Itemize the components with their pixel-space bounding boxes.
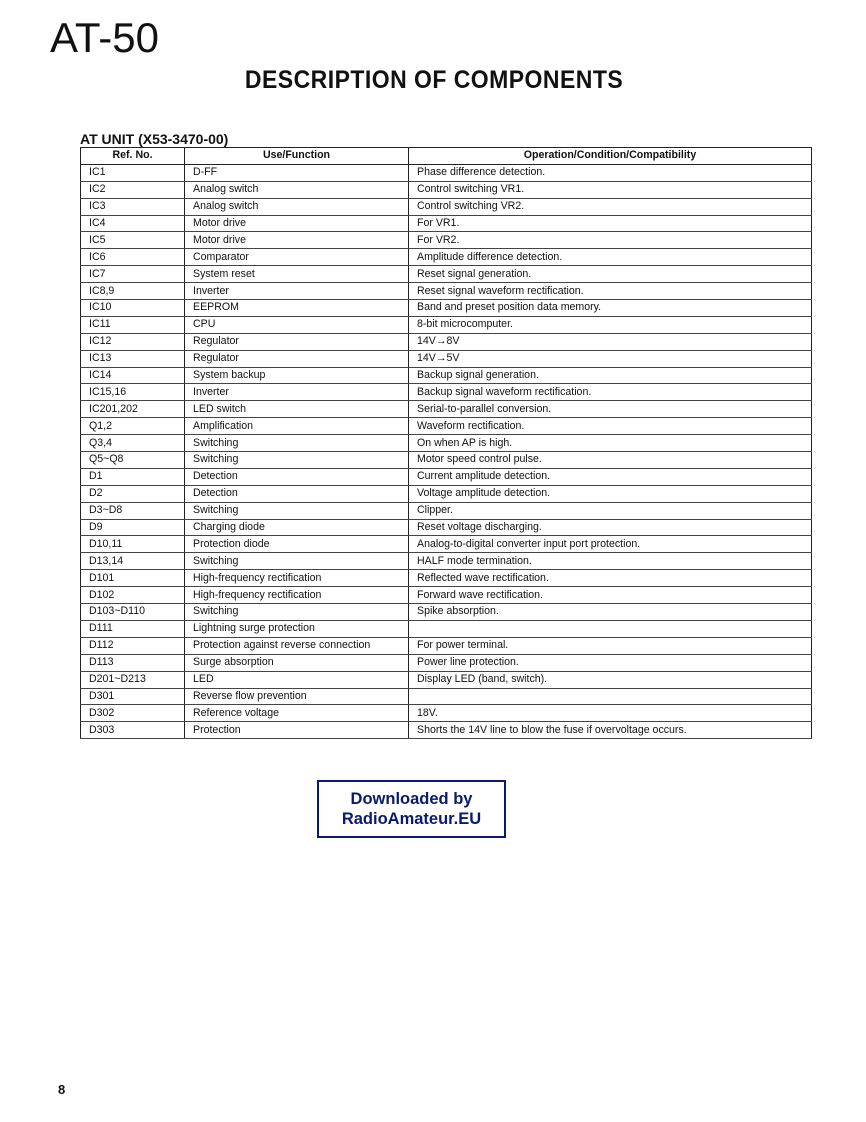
cell-use-function: System reset (185, 266, 409, 283)
cell-operation: Forward wave rectification. (409, 587, 812, 604)
table-row (81, 384, 812, 401)
cell-use-function: Reference voltage (185, 705, 409, 722)
cell-ref-no: D101 (81, 570, 185, 587)
cell-operation: Serial-to-parallel conversion. (409, 401, 812, 418)
cell-operation: Backup signal waveform rectification. (409, 384, 812, 401)
cell-operation: Motor speed control pulse. (409, 452, 812, 469)
cell-ref-no: D113 (81, 654, 185, 671)
cell-operation: Band and preset position data memory. (409, 300, 812, 317)
cell-operation: Analog-to-digital converter input port protection. (409, 536, 812, 553)
cell-operation: For VR2. (409, 232, 812, 249)
table-row (81, 283, 812, 300)
cell-use-function: Switching (185, 553, 409, 570)
table-row (81, 418, 812, 435)
table-row (81, 452, 812, 469)
section-heading: AT UNIT (X53-3470-00) (80, 131, 229, 147)
column-header-operation: Operation/Condition/Compatibility (409, 148, 812, 165)
cell-ref-no: D302 (81, 705, 185, 722)
cell-ref-no: IC6 (81, 249, 185, 266)
table-row (81, 249, 812, 266)
cell-use-function: Switching (185, 604, 409, 621)
table-row (81, 215, 812, 232)
cell-operation: 14V→5V (409, 350, 812, 367)
cell-ref-no: D102 (81, 587, 185, 604)
cell-ref-no: Q5~Q8 (81, 452, 185, 469)
table-row (81, 181, 812, 198)
cell-operation: 8-bit microcomputer. (409, 316, 812, 333)
cell-operation: Current amplitude detection. (409, 468, 812, 485)
cell-operation: Power line protection. (409, 654, 812, 671)
cell-operation: Control switching VR2. (409, 198, 812, 215)
cell-use-function: Detection (185, 485, 409, 502)
cell-ref-no: D10,11 (81, 536, 185, 553)
table-row (81, 671, 812, 688)
cell-operation: For power terminal. (409, 637, 812, 654)
cell-ref-no: D9 (81, 519, 185, 536)
table-row (81, 604, 812, 621)
cell-use-function: Charging diode (185, 519, 409, 536)
cell-ref-no: Q3,4 (81, 435, 185, 452)
cell-ref-no: D111 (81, 620, 185, 637)
cell-operation: 18V. (409, 705, 812, 722)
cell-operation: Spike absorption. (409, 604, 812, 621)
cell-operation: Control switching VR1. (409, 181, 812, 198)
cell-operation: For VR1. (409, 215, 812, 232)
cell-use-function: Regulator (185, 350, 409, 367)
cell-operation: On when AP is high. (409, 435, 812, 452)
stamp-line-1: Downloaded by (350, 790, 473, 808)
cell-ref-no: D201~D213 (81, 671, 185, 688)
table-row (81, 553, 812, 570)
table-row (81, 300, 812, 317)
cell-operation: 14V→8V (409, 333, 812, 350)
cell-ref-no: D13,14 (81, 553, 185, 570)
cell-use-function: Inverter (185, 384, 409, 401)
cell-use-function: D-FF (185, 164, 409, 181)
download-stamp (317, 780, 506, 838)
cell-ref-no: IC2 (81, 181, 185, 198)
cell-use-function: Analog switch (185, 181, 409, 198)
table-row (81, 654, 812, 671)
cell-operation: Clipper. (409, 502, 812, 519)
table-row (81, 536, 812, 553)
table-row (81, 570, 812, 587)
cell-ref-no: IC7 (81, 266, 185, 283)
cell-use-function: System backup (185, 367, 409, 384)
table-row (81, 333, 812, 350)
cell-ref-no: IC4 (81, 215, 185, 232)
cell-use-function: LED (185, 671, 409, 688)
cell-operation: Reset signal waveform rectification. (409, 283, 812, 300)
stamp-line-2: RadioAmateur.EU (341, 810, 482, 828)
cell-ref-no: D103~D110 (81, 604, 185, 621)
cell-ref-no: IC13 (81, 350, 185, 367)
column-header-ref-no: Ref. No. (81, 148, 185, 165)
table-row (81, 164, 812, 181)
table-row (81, 468, 812, 485)
cell-ref-no: Q1,2 (81, 418, 185, 435)
cell-ref-no: D112 (81, 637, 185, 654)
components-table (80, 147, 812, 739)
cell-use-function: Analog switch (185, 198, 409, 215)
cell-ref-no: IC12 (81, 333, 185, 350)
cell-operation: Reset signal generation. (409, 266, 812, 283)
cell-use-function: LED switch (185, 401, 409, 418)
cell-ref-no: IC201,202 (81, 401, 185, 418)
table-row (81, 705, 812, 722)
cell-operation: Voltage amplitude detection. (409, 485, 812, 502)
cell-ref-no: IC14 (81, 367, 185, 384)
table-row (81, 401, 812, 418)
cell-ref-no: IC11 (81, 316, 185, 333)
cell-use-function: Switching (185, 502, 409, 519)
column-header-use-function: Use/Function (185, 148, 409, 165)
cell-use-function: Regulator (185, 333, 409, 350)
cell-ref-no: IC15,16 (81, 384, 185, 401)
table-row (81, 688, 812, 705)
table-row (81, 502, 812, 519)
page-title: DESCRIPTION OF COMPONENTS (244, 66, 624, 94)
cell-ref-no: D2 (81, 485, 185, 502)
cell-operation: Backup signal generation. (409, 367, 812, 384)
table-row (81, 587, 812, 604)
cell-use-function: Inverter (185, 283, 409, 300)
cell-operation (409, 688, 812, 705)
cell-ref-no: IC5 (81, 232, 185, 249)
table-row (81, 435, 812, 452)
table-row (81, 350, 812, 367)
cell-use-function: CPU (185, 316, 409, 333)
table-row (81, 266, 812, 283)
cell-use-function: Protection against reverse connection (185, 637, 409, 654)
cell-use-function: High-frequency rectification (185, 570, 409, 587)
cell-operation: Reset voltage discharging. (409, 519, 812, 536)
cell-ref-no: IC10 (81, 300, 185, 317)
cell-use-function: Detection (185, 468, 409, 485)
cell-operation: Reflected wave rectification. (409, 570, 812, 587)
cell-use-function: Protection (185, 722, 409, 739)
cell-use-function: Motor drive (185, 215, 409, 232)
table-row (81, 232, 812, 249)
cell-operation: Amplitude difference detection. (409, 249, 812, 266)
cell-operation: Shorts the 14V line to blow the fuse if overvoltage occurs. (409, 722, 812, 739)
cell-operation: Phase difference detection. (409, 164, 812, 181)
cell-ref-no: D301 (81, 688, 185, 705)
cell-use-function: Surge absorption (185, 654, 409, 671)
cell-ref-no: D303 (81, 722, 185, 739)
cell-ref-no: D3~D8 (81, 502, 185, 519)
cell-use-function: Switching (185, 435, 409, 452)
cell-use-function: Switching (185, 452, 409, 469)
cell-use-function: Reverse flow prevention (185, 688, 409, 705)
cell-ref-no: IC3 (81, 198, 185, 215)
table-row (81, 637, 812, 654)
cell-operation: Display LED (band, switch). (409, 671, 812, 688)
cell-operation: Waveform rectification. (409, 418, 812, 435)
table-row (81, 485, 812, 502)
cell-operation: HALF mode termination. (409, 553, 812, 570)
cell-ref-no: IC1 (81, 164, 185, 181)
cell-use-function: Protection diode (185, 536, 409, 553)
table-row (81, 620, 812, 637)
cell-ref-no: IC8,9 (81, 283, 185, 300)
cell-use-function: Comparator (185, 249, 409, 266)
table-row (81, 722, 812, 739)
cell-use-function: Amplification (185, 418, 409, 435)
table-row (81, 367, 812, 384)
table-row (81, 198, 812, 215)
table-row (81, 316, 812, 333)
table-row (81, 519, 812, 536)
cell-use-function: Motor drive (185, 232, 409, 249)
cell-operation (409, 620, 812, 637)
cell-ref-no: D1 (81, 468, 185, 485)
table-header-row (81, 148, 812, 165)
page-number: 8 (58, 1082, 66, 1097)
cell-use-function: EEPROM (185, 300, 409, 317)
cell-use-function: High-frequency rectification (185, 587, 409, 604)
model-name: AT-50 (50, 14, 159, 61)
cell-use-function: Lightning surge protection (185, 620, 409, 637)
